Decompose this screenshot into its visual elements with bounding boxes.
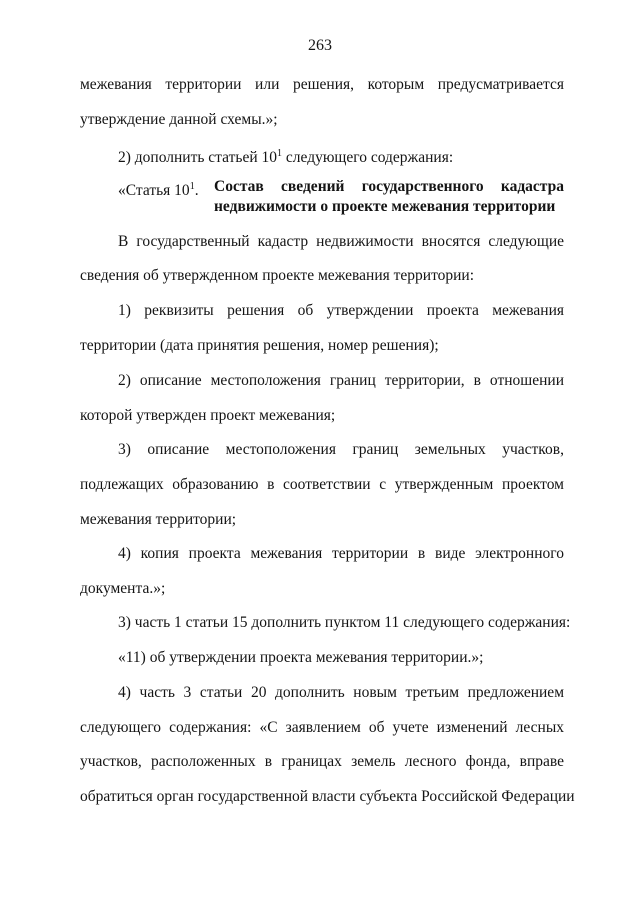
paragraph-line: подлежащих образованию в соответствии с утвержденным проектом: [80, 476, 564, 493]
article-title-line: недвижимости о проекте межевания территории: [214, 198, 556, 215]
article-label-prefix: «Статья 10: [118, 182, 190, 200]
paragraph-line: межевания территории;: [80, 511, 237, 528]
paragraph-line: В государственный кадастр недвижимости вносятся следующие: [118, 233, 564, 250]
paragraph-line: межевания территории или решения, которым предусматривается: [80, 76, 564, 93]
article-superscript: 1: [189, 181, 195, 192]
amendment-text: 2) дополнить статьей 10: [118, 149, 278, 167]
paragraph-line: сведения об утвержденном проекте межевания территории:: [80, 267, 475, 284]
paragraph-line: [118, 144, 564, 168]
paragraph-line: документа.»;: [80, 580, 166, 597]
paragraph-line: утверждение данной схемы.»;: [80, 111, 278, 128]
amendment-text-cont: следующего содержания:: [282, 149, 454, 167]
page-number: 263: [308, 37, 332, 54]
article-label: [118, 177, 199, 201]
paragraph-line: которой утвержден проект межевания;: [80, 407, 336, 424]
paragraph-line: обратиться орган государственной власти субъекта Российской Федерации: [80, 788, 575, 805]
paragraph-line: участков, расположенных в границах земель лесного фонда, вправе: [80, 753, 564, 770]
paragraph-line: территории (дата принятия решения, номер решения);: [80, 337, 439, 354]
article-label-suffix: .: [194, 182, 199, 200]
paragraph-line: 2) описание местоположения границ территории, в отношении: [118, 372, 564, 389]
superscript: 1: [277, 148, 283, 159]
paragraph-line: 3) описание местоположения границ земельных участков,: [118, 441, 564, 458]
paragraph-line: 4) часть 3 статьи 20 дополнить новым третьим предложением: [118, 684, 564, 701]
paragraph-line: следующего содержания: «С заявлением об учете изменений лесных: [80, 719, 564, 736]
paragraph-line: 3) часть 1 статьи 15 дополнить пунктом 11 следующего содержания:: [118, 614, 571, 631]
article-title: [214, 177, 564, 217]
article-title-line: Состав сведений государственного кадастра: [214, 178, 564, 195]
paragraph-line: «11) об утверждении проекта межевания территории.»;: [118, 649, 484, 666]
paragraph-line: 1) реквизиты решения об утверждении проекта межевания: [118, 302, 564, 319]
paragraph-line: 4) копия проекта межевания территории в виде электронного: [118, 545, 564, 562]
